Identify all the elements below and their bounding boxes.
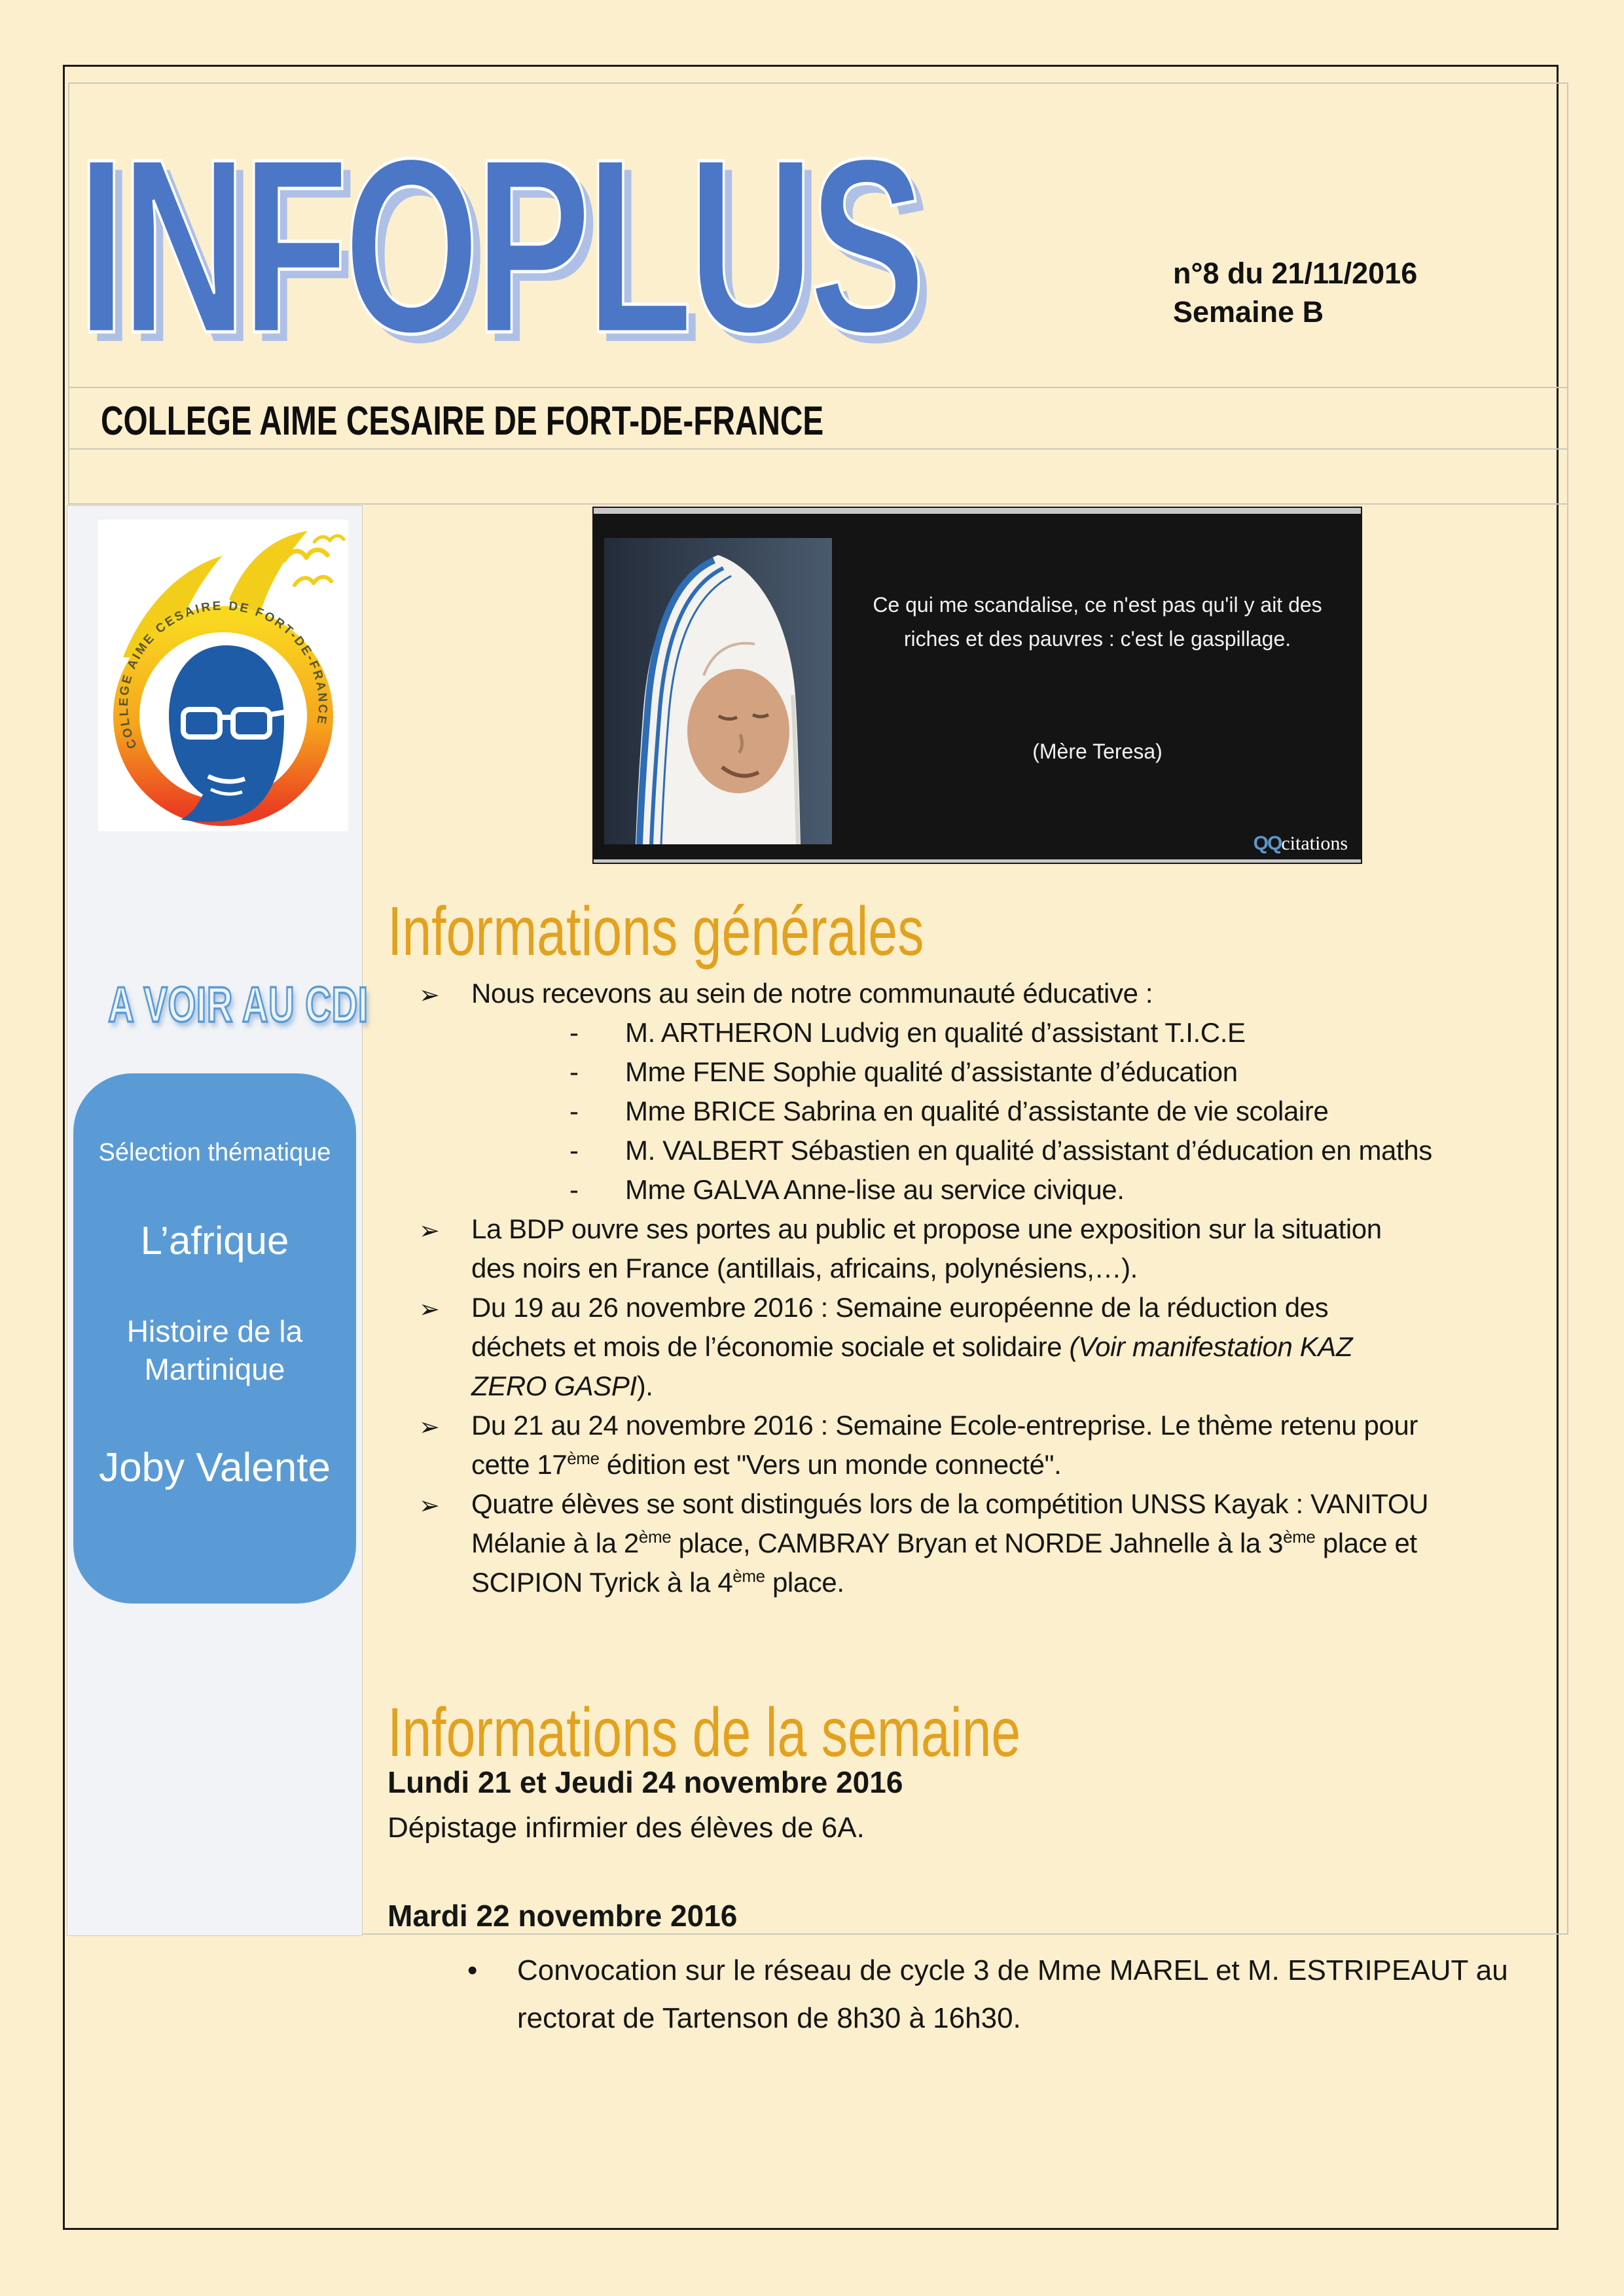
- cdi-line-afrique: L’afrique: [140, 1219, 289, 1263]
- quote-image-top-edge: [594, 508, 1361, 514]
- quote-credit: [1254, 833, 1348, 855]
- quote-line-2: riches et des pauvres : c'est le gaspillage.: [903, 627, 1291, 651]
- quote-line-1: Ce qui me scandalise, ce n'est pas qu'il y ait des: [873, 593, 1322, 617]
- quote-author: (Mère Teresa): [1032, 739, 1163, 763]
- quote-text: [846, 534, 1349, 823]
- list-item: ➢ La BDP ouvre ses portes au public et propose une exposition sur la situation des noirs en France (antillais, africains, polynésiens,…).: [388, 1210, 1413, 1288]
- header-divider-3: [68, 503, 1568, 505]
- arrow-bullet-icon: ➢: [419, 1491, 440, 1520]
- school-logo: [98, 520, 348, 831]
- list-item: - M. ARTHERON Ludvig en qualité d’assistant T.I.C.E: [538, 1013, 1413, 1052]
- section-title-week: Informations de la semaine: [388, 1694, 1021, 1771]
- mother-teresa-photo: [604, 538, 832, 844]
- issue-block: [1173, 254, 1417, 332]
- dash-bullet-icon: -: [569, 1135, 579, 1166]
- arrow-bullet-icon: ➢: [419, 980, 440, 1009]
- list-item: - Mme BRICE Sabrina en qualité d’assistante de vie scolaire: [538, 1092, 1413, 1131]
- list-item: ➢ Du 21 au 24 novembre 2016 : Semaine Ecole-entreprise. Le thème retenu pour cette 17ème édition est "Vers un monde connecté".: [388, 1406, 1413, 1484]
- week-entry-date: Lundi 21 et Jeudi 24 novembre 2016: [388, 1765, 903, 1799]
- dash-bullet-icon: -: [569, 1096, 579, 1126]
- quote-image: [592, 507, 1362, 864]
- list-item: ➢ Nous recevons au sein de notre communauté éducative :: [388, 974, 1413, 1013]
- section-title-general: Informations générales: [388, 893, 924, 970]
- week-entry-body: Dépistage infirmier des élèves de 6A.: [388, 1812, 865, 1844]
- citations-label: citations: [1281, 833, 1348, 854]
- school-name: COLLEGE AIME CESAIRE DE FORT-DE-FRANCE: [101, 399, 824, 444]
- cdi-line-selection: Sélection thématique: [98, 1139, 331, 1166]
- school-logo-image: [98, 520, 348, 831]
- header-divider-1: [68, 387, 1568, 388]
- list-item: - Mme FENE Sophie qualité d’assistante d’éducation: [538, 1052, 1413, 1092]
- list-item: ➢ Quatre élèves se sont distingués lors de la compétition UNSS Kayak : VANITOU Mélanie à la 2ème place, CAMBRAY Bryan et NORDE Jahnelle à la 3ème place et SCIPION Tyrick à la 4ème place.: [388, 1484, 1413, 1602]
- list-item: • Convocation sur le réseau de cycle 3 de Mme MAREL et M. ESTRIPEAUT au rectorat de Tartenson de 8h30 à 16h30.: [388, 1946, 1413, 2042]
- newsletter-title: INFOPLUS: [77, 107, 921, 385]
- week-entries: [388, 1762, 1508, 2042]
- cdi-line-histoire-2: Martinique: [144, 1352, 285, 1386]
- qq-logo: QQ: [1253, 833, 1282, 854]
- cdi-line-histoire-1: Histoire de la: [126, 1314, 303, 1348]
- dash-bullet-icon: -: [569, 1056, 579, 1087]
- week-entry-date: Mardi 22 novembre 2016: [388, 1899, 738, 1933]
- quote-image-bottom-edge: [594, 859, 1361, 863]
- week-label: Semaine B: [1173, 295, 1324, 329]
- issue-number: n°8 du 21/11/2016: [1173, 257, 1418, 290]
- dash-bullet-icon: -: [569, 1017, 579, 1048]
- dot-bullet-icon: •: [467, 1954, 478, 1986]
- arrow-bullet-icon: ➢: [419, 1295, 440, 1323]
- arrow-bullet-icon: ➢: [419, 1216, 440, 1245]
- cdi-line-joby: Joby Valente: [99, 1445, 331, 1490]
- dash-bullet-icon: -: [569, 1174, 579, 1205]
- sidebar-heading: A VOIR AU CDI: [108, 977, 369, 1033]
- arrow-bullet-icon: ➢: [419, 1412, 440, 1441]
- general-bullet-list: [388, 974, 1432, 1602]
- header-divider-2: [68, 448, 1568, 450]
- list-item: ➢ Du 19 au 26 novembre 2016 : Semaine européenne de la réduction des déchets et mois de l’économie sociale et solidaire (Voir manifestation KAZ ZERO GASPI).: [388, 1288, 1413, 1406]
- logo-curved-text: COLLEGE AIME CESAIRE DE FORT-DE-FRANCE: [117, 599, 330, 751]
- cdi-selection-box: [73, 1073, 356, 1604]
- list-item: - M. VALBERT Sébastien en qualité d’assistant d’éducation en maths: [538, 1131, 1413, 1170]
- list-item: - Mme GALVA Anne-lise au service civique.: [538, 1170, 1413, 1210]
